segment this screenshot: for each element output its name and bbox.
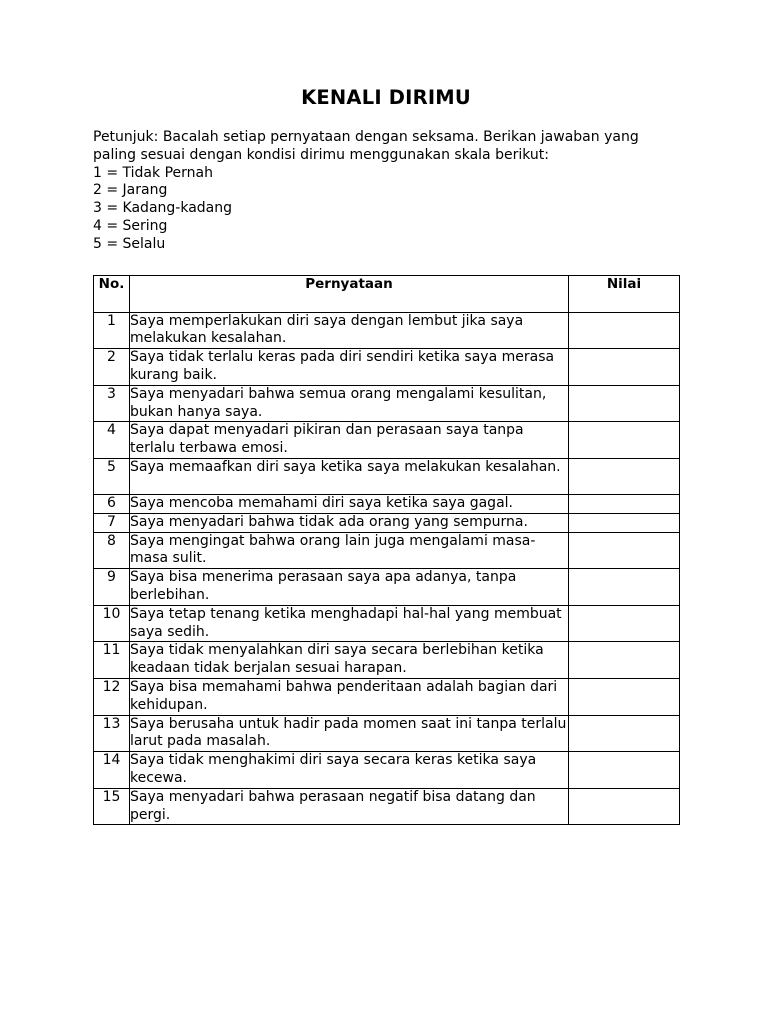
table-row: [94, 422, 680, 459]
header-value: Nilai: [569, 275, 680, 312]
row-statement: Saya memaafkan diri saya ketika saya melakukan kesalahan.: [130, 458, 569, 494]
table-row: [94, 494, 680, 513]
row-statement: Saya bisa menerima perasaan saya apa adanya, tanpa berlebihan.: [130, 569, 569, 606]
instructions-text: Petunjuk: Bacalah setiap pernyataan dengan seksama. Berikan jawaban yang paling sesuai dengan kondisi dirimu menggunakan skala berikut:: [93, 129, 639, 163]
row-statement: Saya mencoba memahami diri saya ketika saya gagal.: [130, 494, 569, 513]
row-value-cell[interactable]: [569, 312, 680, 349]
table-row: [94, 678, 680, 715]
table-row: [94, 312, 680, 349]
row-number: 7: [94, 513, 130, 532]
row-number: 11: [94, 642, 130, 679]
row-number: 10: [94, 605, 130, 642]
row-statement: Saya tidak menghakimi diri saya secara keras ketika saya kecewa.: [130, 752, 569, 789]
row-number: 1: [94, 312, 130, 349]
row-statement: Saya tetap tenang ketika menghadapi hal-hal yang membuat saya sedih.: [130, 605, 569, 642]
table-row: [94, 605, 680, 642]
document-title: KENALI DIRIMU: [301, 86, 471, 109]
row-value-cell[interactable]: [569, 678, 680, 715]
table-row: [94, 642, 680, 679]
table-header-row: [94, 275, 680, 312]
row-value-cell[interactable]: [569, 349, 680, 386]
row-value-cell[interactable]: [569, 385, 680, 422]
scale-item-5: 5 = Selalu: [93, 235, 166, 252]
scale-item-2: 2 = Jarang: [93, 182, 168, 199]
row-value-cell[interactable]: [569, 458, 680, 494]
table-row: [94, 385, 680, 422]
row-statement: Saya menyadari bahwa perasaan negatif bisa datang dan pergi.: [130, 788, 569, 825]
row-statement: Saya bisa memahami bahwa penderitaan adalah bagian dari kehidupan.: [130, 678, 569, 715]
document-page: [93, 84, 679, 825]
table-row: [94, 752, 680, 789]
scale-list: [93, 165, 679, 254]
row-number: 3: [94, 385, 130, 422]
row-value-cell[interactable]: [569, 605, 680, 642]
row-number: 9: [94, 569, 130, 606]
row-value-cell[interactable]: [569, 569, 680, 606]
row-number: 6: [94, 494, 130, 513]
row-statement: Saya tidak terlalu keras pada diri sendiri ketika saya merasa kurang baik.: [130, 349, 569, 386]
row-statement: Saya dapat menyadari pikiran dan perasaan saya tanpa terlalu terbawa emosi.: [130, 422, 569, 459]
scale-item-3: 3 = Kadang-kadang: [93, 200, 232, 217]
table-row: [94, 715, 680, 752]
row-value-cell[interactable]: [569, 752, 680, 789]
row-number: 15: [94, 788, 130, 825]
row-number: 2: [94, 349, 130, 386]
instructions: [93, 129, 679, 254]
row-number: 4: [94, 422, 130, 459]
row-statement: Saya memperlakukan diri saya dengan lembut jika saya melakukan kesalahan.: [130, 312, 569, 349]
row-statement: Saya berusaha untuk hadir pada momen saat ini tanpa terlalu larut pada masalah.: [130, 715, 569, 752]
row-number: 13: [94, 715, 130, 752]
table-row: [94, 349, 680, 386]
table-row: [94, 458, 680, 494]
row-statement: Saya menyadari bahwa semua orang mengalami kesulitan, bukan hanya saya.: [130, 385, 569, 422]
row-value-cell[interactable]: [569, 715, 680, 752]
row-value-cell[interactable]: [569, 788, 680, 825]
row-number: 12: [94, 678, 130, 715]
row-statement: Saya menyadari bahwa tidak ada orang yang sempurna.: [130, 513, 569, 532]
row-value-cell[interactable]: [569, 642, 680, 679]
row-number: 5: [94, 458, 130, 494]
row-value-cell[interactable]: [569, 422, 680, 459]
header-no: No.: [94, 275, 130, 312]
table-row: [94, 513, 680, 532]
table-row: [94, 569, 680, 606]
row-statement: Saya mengingat bahwa orang lain juga mengalami masa-masa sulit.: [130, 532, 569, 569]
scale-item-1: 1 = Tidak Pernah: [93, 164, 213, 181]
row-value-cell[interactable]: [569, 532, 680, 569]
statement-table: [93, 275, 680, 826]
row-value-cell[interactable]: [569, 494, 680, 513]
row-statement: Saya tidak menyalahkan diri saya secara berlebihan ketika keadaan tidak berjalan sesuai harapan.: [130, 642, 569, 679]
header-statement: Pernyataan: [130, 275, 569, 312]
scale-item-4: 4 = Sering: [93, 217, 168, 234]
row-value-cell[interactable]: [569, 513, 680, 532]
table-row: [94, 788, 680, 825]
row-number: 8: [94, 532, 130, 569]
table-row: [94, 532, 680, 569]
row-number: 14: [94, 752, 130, 789]
